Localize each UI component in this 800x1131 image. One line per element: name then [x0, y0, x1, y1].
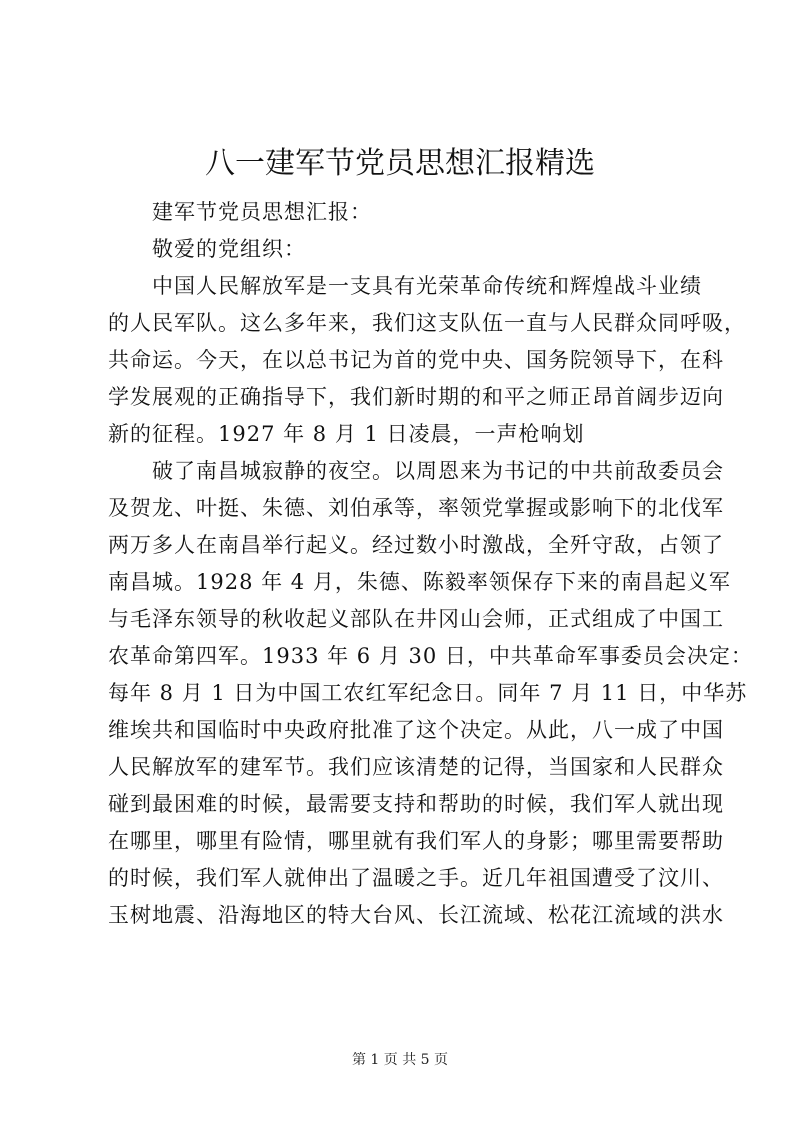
text-line: 南昌城。1928 年 4 月，朱德、陈毅率领保存下来的南昌起义军	[108, 570, 731, 594]
text-line: 的人民军队。这么多年来，我们这支队伍一直与人民群众同呼吸，	[108, 311, 746, 335]
text-line: 共命运。今天，在以总书记为首的党中央、国务院领导下，在科	[108, 348, 724, 372]
text-line: 及贺龙、叶挺、朱德、刘伯承等，率领党掌握或影响下的北伐军	[108, 496, 724, 520]
text-line: 在哪里，哪里有险情，哪里就有我们军人的身影；哪里需要帮助	[108, 829, 724, 853]
text-line: 敬爱的党组织：	[152, 237, 306, 261]
text-line: 的时候，我们军人就伸出了温暖之手。近几年祖国遭受了汶川、	[108, 866, 724, 890]
text-line: 玉树地震、沿海地区的特大台风、长江流域、松花江流域的洪水	[108, 903, 724, 927]
document-title: 八一建军节党员思想汇报精选	[205, 146, 595, 181]
text-line: 与毛泽东领导的秋收起义部队在井冈山会师，正式组成了中国工	[108, 607, 724, 631]
text-line: 建军节党员思想汇报：	[152, 200, 372, 224]
text-line: 两万多人在南昌举行起义。经过数小时激战，全歼守敌，占领了	[108, 533, 724, 557]
text-line: 农革命第四军。1933 年 6 月 30 日，中共革命军事委员会决定：	[108, 644, 753, 668]
page-footer: 第 1 页 共 5 页	[351, 1052, 449, 1068]
text-line: 维埃共和国临时中央政府批准了这个决定。从此，八一成了中国	[108, 718, 724, 742]
text-line: 人民解放军的建军节。我们应该清楚的记得，当国家和人民群众	[108, 755, 724, 779]
document-body	[108, 194, 753, 934]
text-line: 破了南昌城寂静的夜空。以周恩来为书记的中共前敌委员会	[152, 459, 724, 483]
text-line: 学发展观的正确指导下，我们新时期的和平之师正昂首阔步迈向	[108, 385, 724, 409]
text-line: 中国人民解放军是一支具有光荣革命传统和辉煌战斗业绩	[152, 274, 702, 298]
text-line: 每年 8 月 1 日为中国工农红军纪念日。同年 7 月 11 日，中华苏	[108, 681, 748, 705]
text-line: 新的征程。1927 年 8 月 1 日凌晨，一声枪响划	[108, 422, 585, 446]
text-line: 碰到最困难的时候，最需要支持和帮助的时候，我们军人就出现	[108, 792, 724, 816]
